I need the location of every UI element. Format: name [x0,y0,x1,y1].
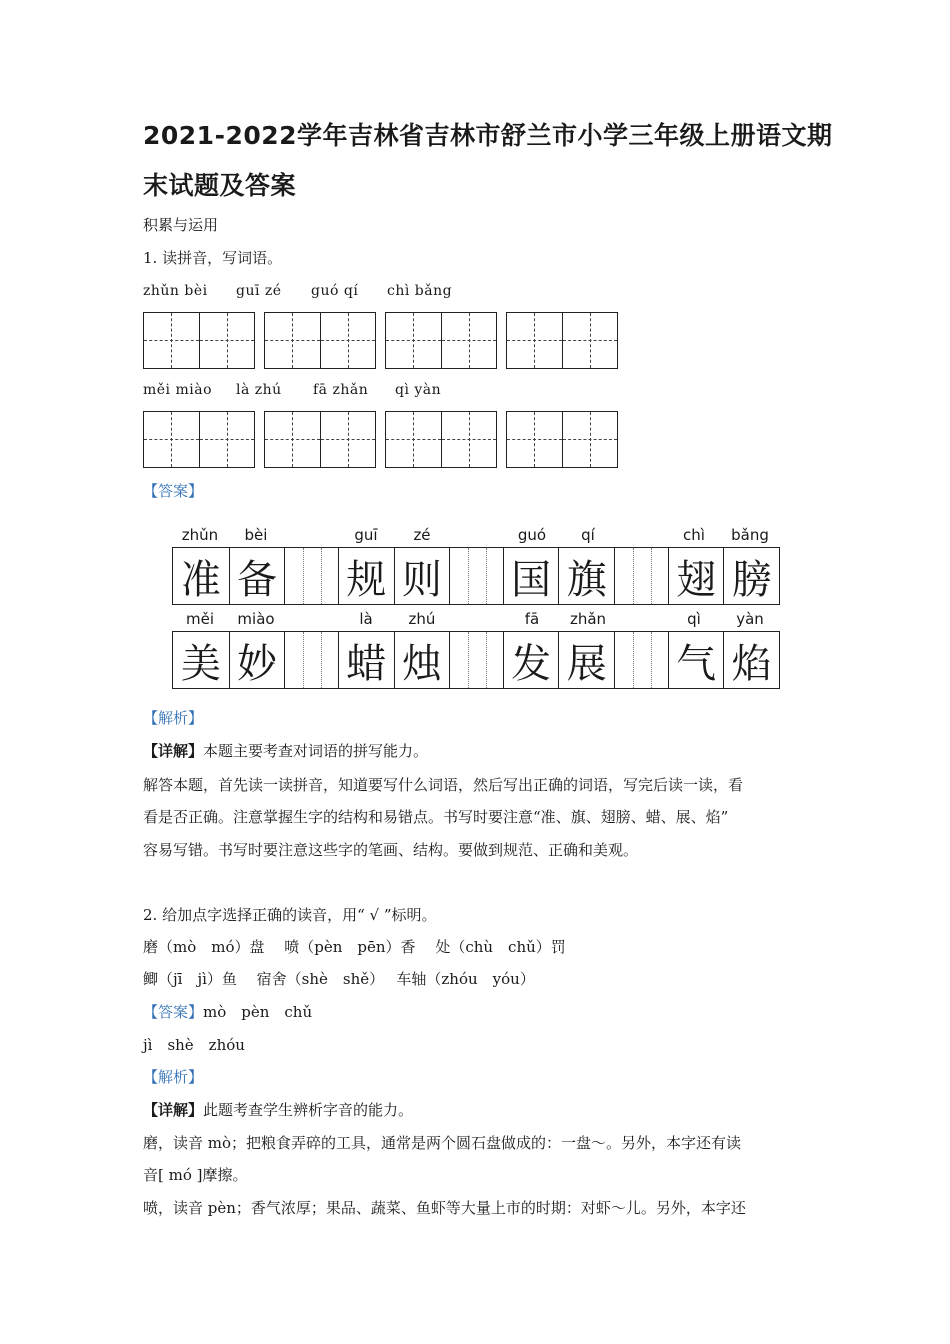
writing-grid [264,411,376,468]
answer-char: 焰 [723,632,779,688]
answer-char: 旗 [558,548,614,604]
pinyin-prompt: chì bǎng [387,283,453,299]
writing-grid [506,411,618,468]
answer-char: 则 [394,548,450,604]
answer-char: 妙 [229,632,285,688]
detail-text: 此题考查学生辨析字音的能力。 [203,1101,414,1119]
pinyin-prompt: guó qí [311,283,359,299]
pinyin-prompt: měi miào [143,382,213,398]
question-2-options-line: 鲫（jī jì）鱼 宿舍（shè shě） 车轴（zhóu yóu） [143,970,535,988]
analysis-paragraph-line: 磨，读音 mò；把粮食弄碎的工具，通常是两个圆石盘做成的：一盘～。另外，本字还有读 [143,1134,742,1152]
answer-pinyin: zé [413,526,431,544]
answer-text-line-2: jì shè zhóu [143,1036,245,1054]
answer-pinyin: zhǔn [181,526,219,544]
detail-text: 本题主要考查对词语的拼写能力。 [203,742,429,760]
writing-grid [143,411,255,468]
answer-pinyin: zhǎn [569,610,607,628]
answer-char: 翅 [668,548,724,604]
analysis-label: 【解析】 [143,1068,204,1086]
answer-label: 【答案】 [143,482,204,500]
answer-char: 气 [668,632,724,688]
grid-spacer [449,548,503,604]
answer-pinyin: miào [237,610,275,628]
pinyin-prompt: zhǔn bèi [143,283,208,299]
detail-line [143,1099,413,1121]
section-heading: 积累与运用 [143,216,219,234]
pinyin-prompt: qì yàn [395,382,442,398]
grid-spacer [449,632,503,688]
analysis-paragraph-line: 解答本题，首先读一读拼音，知道要写什么词语，然后写出正确的词语，写完后读一读，看 [143,776,744,794]
analysis-paragraph-line: 音[ mó ]摩擦。 [143,1166,248,1184]
analysis-paragraph-line: 看是否正确。注意掌握生字的结构和易错点。书写时要注意“准、旗、翅膀、蜡、展、焰” [143,808,729,826]
writing-grid [143,312,255,369]
answer-pinyin: fā [524,610,540,628]
pinyin-prompt: là zhú [236,382,282,398]
writing-grid [506,312,618,369]
answer-pinyin: měi [185,610,214,628]
grid-spacer [284,548,338,604]
answer-char: 膀 [723,548,779,604]
answer-char: 美 [180,640,221,687]
answer-pinyin: guī [354,526,378,544]
answer-char: 国 [503,548,559,604]
answer-char: 烛 [394,632,450,688]
answer-pinyin: bèi [244,526,268,544]
analysis-paragraph-line: 喷，读音 pèn；香气浓厚；果品、蔬菜、鱼虾等大量上市的时期：对虾～儿。另外，本字还 [143,1199,746,1217]
page-title-line-1: 2021-2022学年吉林省吉林市舒兰市小学三年级上册语文期 [143,121,833,150]
answer-char: 准 [180,556,221,603]
grid-spacer [614,632,668,688]
answer-label: 【答案】 [143,1003,204,1021]
detail-label: 【详解】 [143,742,204,760]
pinyin-prompt: fā zhǎn [313,382,369,398]
writing-grid [385,411,497,468]
answer-pinyin: yàn [736,610,764,628]
grid-spacer [284,632,338,688]
answer-pinyin: zhú [408,610,436,628]
answer-char: 备 [229,548,285,604]
writing-grid [385,312,497,369]
answer-char: 展 [558,632,614,688]
answer-pinyin: là [359,610,373,628]
answer-grid-row-1 [172,547,780,605]
answer-char: 发 [503,632,559,688]
answer-pinyin: guó [517,526,547,544]
answer-pinyin: chì [683,526,705,544]
analysis-label: 【解析】 [143,709,204,727]
answer-line [143,1001,312,1023]
answer-pinyin: bǎng [731,526,769,544]
grid-spacer [614,548,668,604]
question-2-stem: 2. 给加点字选择正确的读音，用“ √ ”标明。 [143,906,437,924]
question-2-options-line: 磨（mò mó）盘 喷（pèn pēn）香 处（chù chǔ）罚 [143,938,566,956]
detail-line [143,740,428,762]
writing-grid [264,312,376,369]
pinyin-prompt: guī zé [236,283,282,299]
answer-pinyin: qí [581,526,595,544]
page-title-line-2: 末试题及答案 [143,171,297,200]
answer-text: mò pèn chǔ [203,1003,313,1021]
analysis-paragraph-line: 容易写错。书写时要注意这些字的笔画、结构。要做到规范、正确和美观。 [143,841,639,859]
answer-char: 蜡 [338,632,394,688]
answer-pinyin: qì [687,610,701,628]
question-1-stem: 1. 读拼音，写词语。 [143,249,283,267]
answer-char: 规 [338,548,394,604]
detail-label: 【详解】 [143,1101,204,1119]
answer-grid-row-2 [172,631,780,689]
